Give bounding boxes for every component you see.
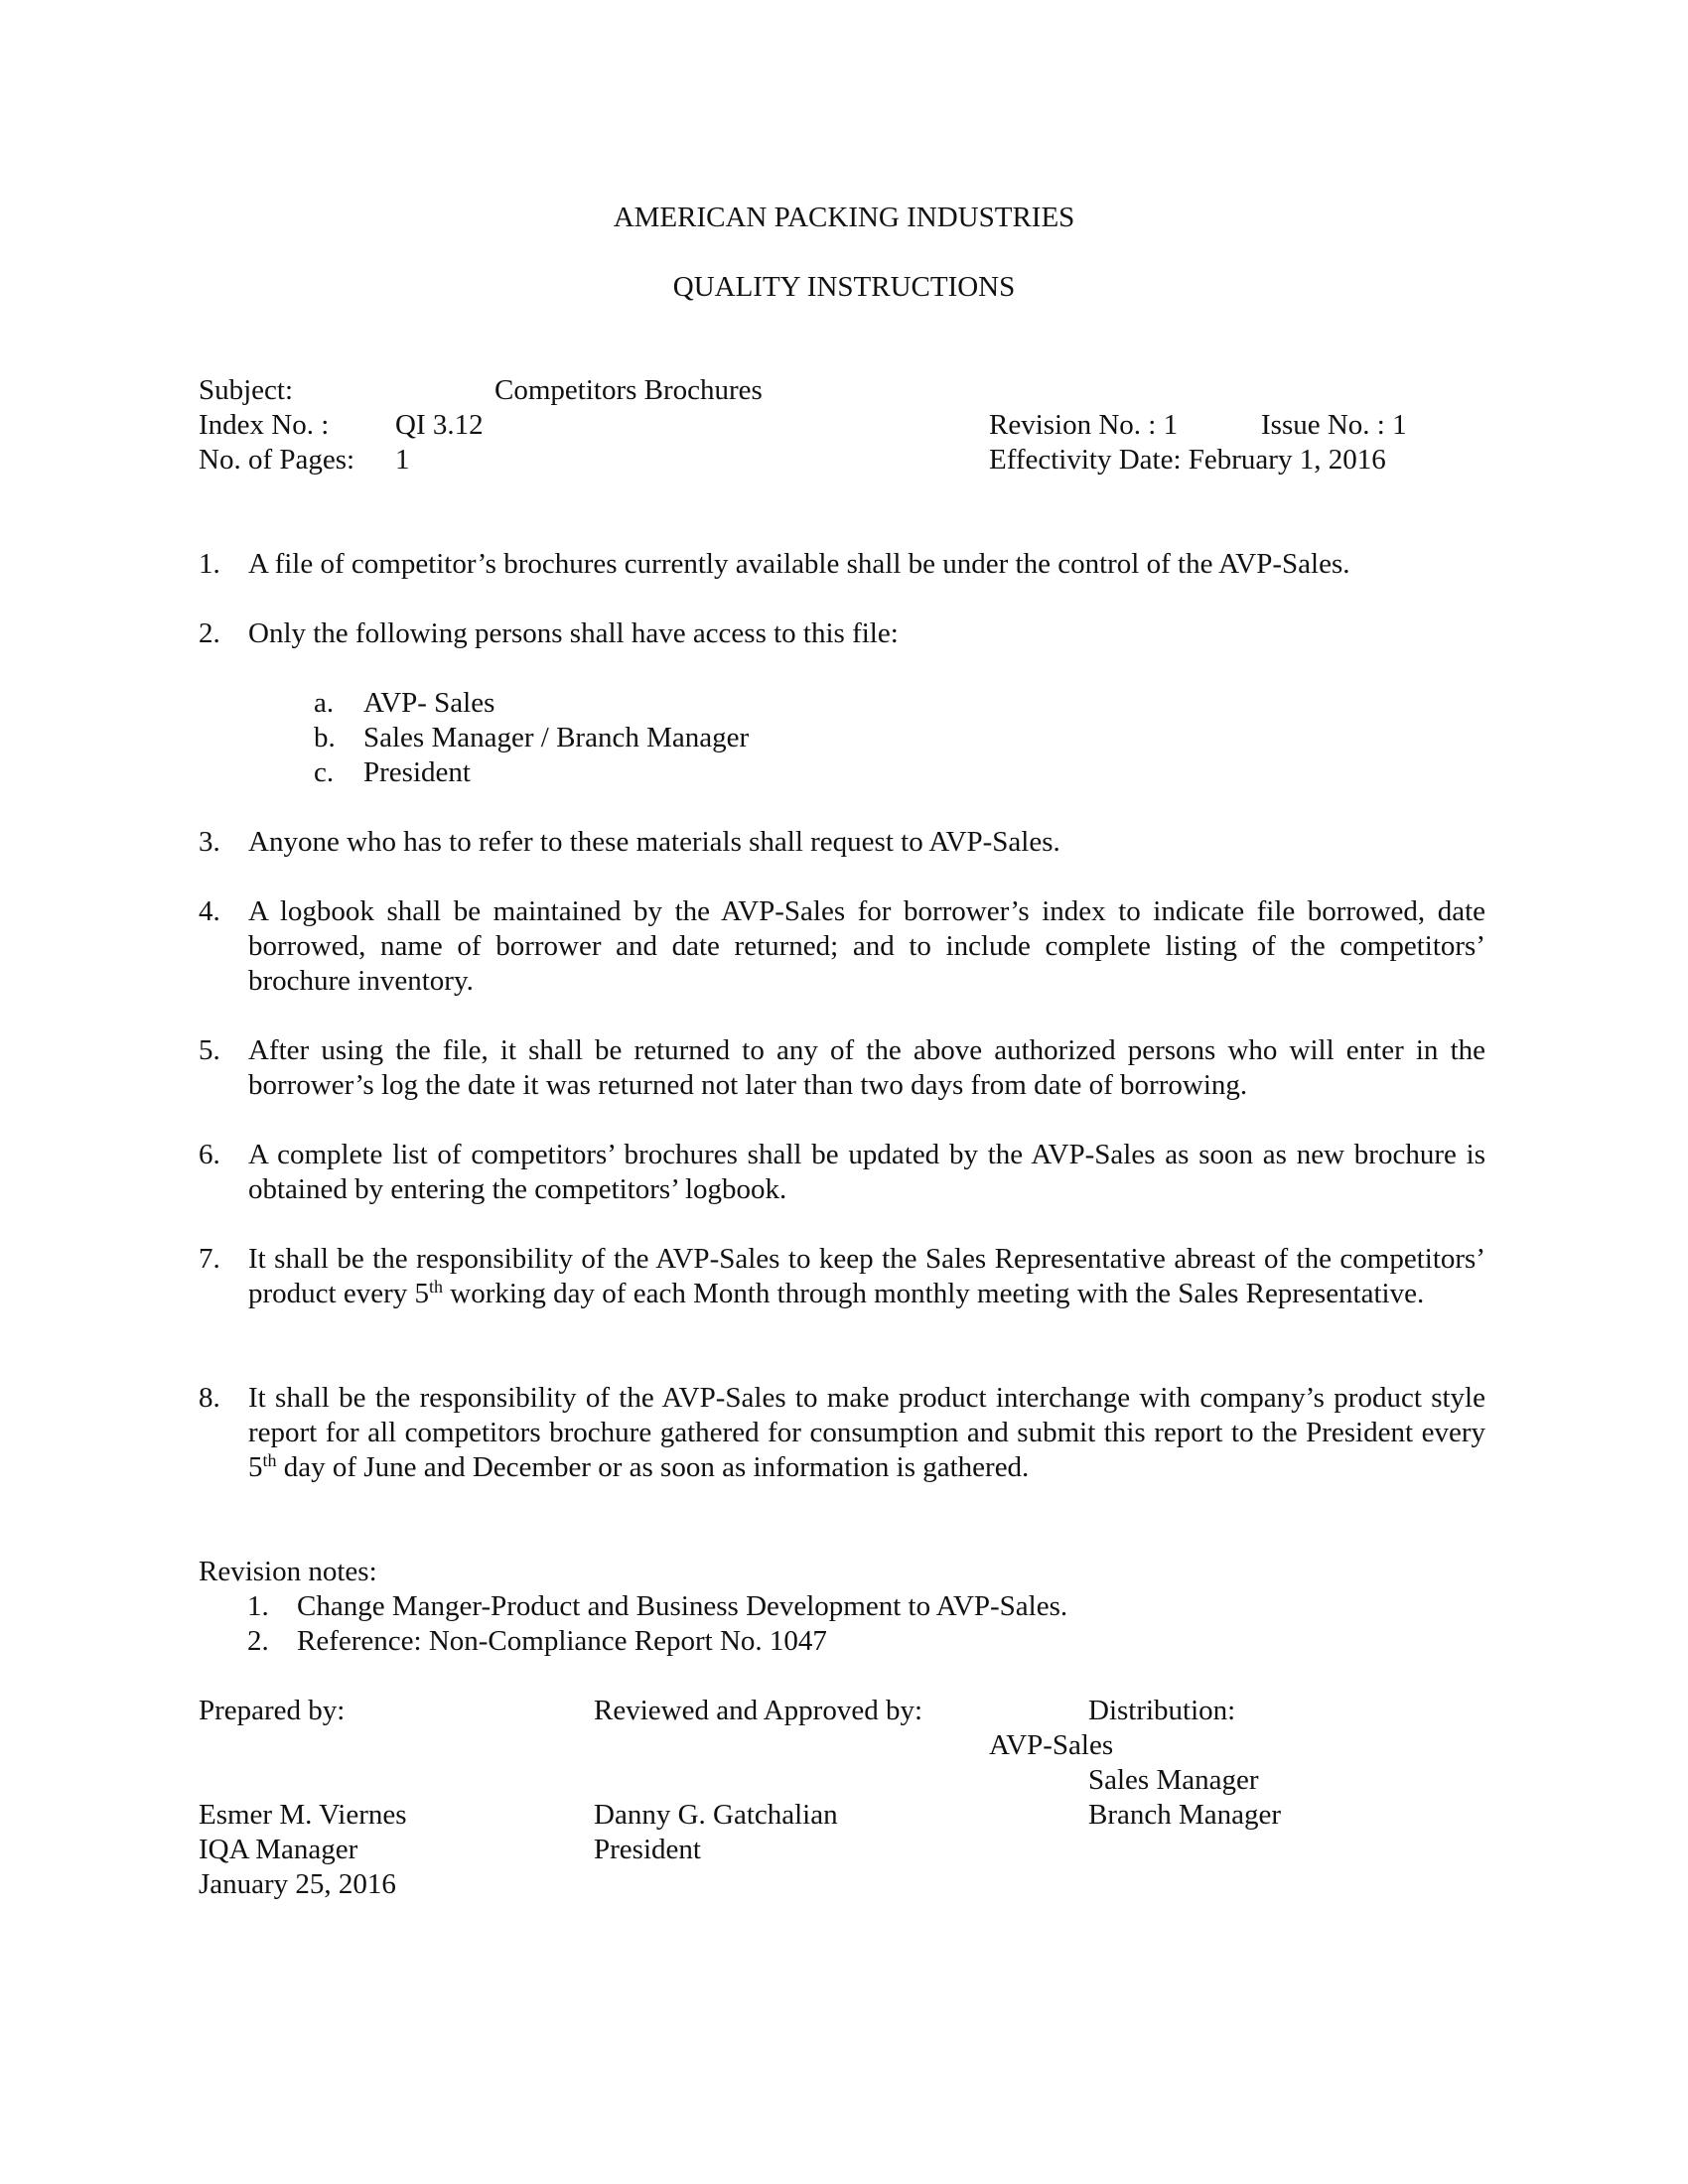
index-value: QI 3.12	[395, 409, 484, 441]
instruction-item-7	[199, 1242, 1485, 1311]
revision-note-text: Reference: Non-Compliance Report No. 1047	[297, 1625, 827, 1657]
revision-note-text: Change Manger-Product and Business Development to AVP-Sales.	[297, 1590, 1068, 1622]
effectivity-date: Effectivity Date: February 1, 2016	[989, 444, 1386, 476]
revision-notes-title: Revision notes:	[199, 1556, 377, 1587]
distribution-item: Branch Manager	[1088, 1799, 1282, 1831]
item-number: 6.	[199, 1139, 220, 1170]
sub-item-text: Sales Manager / Branch Manager	[363, 722, 750, 753]
sub-item-letter: b.	[314, 722, 336, 753]
item-text: A file of competitor’s brochures currently available shall be under the control of the AVP-Sales.	[248, 548, 1350, 580]
sub-item-letter: c.	[314, 756, 335, 788]
preparer-name: Esmer M. Viernes	[199, 1799, 407, 1831]
item-text	[248, 1242, 1485, 1311]
instruction-item-6	[199, 1138, 1485, 1207]
item-text: After using the file, it shall be returned to any of the above authorized persons who will enter in the borrower’s log the date it was returned not later than two days from date of borrowing.	[248, 1034, 1485, 1101]
item-number: 7.	[199, 1243, 220, 1275]
ordinal-suffix: th	[429, 1277, 444, 1297]
revision-note-number: 2.	[247, 1625, 269, 1657]
preparer-title: IQA Manager	[199, 1834, 358, 1865]
instruction-item-5	[199, 1033, 1485, 1103]
access-list-item	[314, 755, 471, 790]
item-number: 3.	[199, 826, 220, 858]
document-type: QUALITY INSTRUCTIONS	[672, 271, 1016, 303]
subject-value: Competitors Brochures	[494, 374, 763, 406]
instruction-item-1	[199, 547, 1485, 582]
item-text-part: It shall be the responsibility of the AVP-Sales to keep the Sales Representative abreast of the competitors’ product every 5	[248, 1243, 1485, 1309]
instruction-item-4	[199, 894, 1485, 999]
sub-item-text: AVP- Sales	[363, 687, 495, 719]
access-list-item	[314, 721, 749, 755]
instruction-item-3	[199, 825, 1485, 860]
distribution-item: Sales Manager	[1088, 1764, 1259, 1796]
issue-number: Issue No. : 1	[1261, 409, 1407, 441]
item-text: Anyone who has to refer to these materials shall request to AVP-Sales.	[248, 826, 1060, 858]
item-text: A complete list of competitors’ brochures shall be updated by the AVP-Sales as soon as new brochure is obtained by entering the competitors’ logbook.	[248, 1139, 1485, 1205]
prepared-date: January 25, 2016	[199, 1868, 396, 1900]
company-name: AMERICAN PACKING INDUSTRIES	[613, 202, 1075, 233]
item-text-part: day of June and December or as soon as information is gathered.	[276, 1451, 1030, 1483]
approver-title: President	[594, 1834, 701, 1865]
distribution-item: AVP-Sales	[989, 1729, 1114, 1761]
access-list-item	[314, 686, 494, 721]
item-number: 1.	[199, 548, 220, 580]
item-text	[248, 1381, 1485, 1485]
revision-note-number: 1.	[247, 1590, 269, 1622]
pages-label: No. of Pages:	[199, 444, 355, 476]
distribution-label: Distribution:	[1088, 1695, 1236, 1726]
revision-note	[247, 1624, 827, 1659]
prepared-by-label: Prepared by:	[199, 1695, 346, 1726]
approver-name: Danny G. Gatchalian	[594, 1799, 838, 1831]
index-label: Index No. :	[199, 409, 330, 441]
item-text: A logbook shall be maintained by the AVP-Sales for borrower’s index to indicate file borrowed, date borrowed, name of borrower and date returned; and to include complete listing of the competitors’ brochure inventory.	[248, 895, 1485, 997]
item-number: 8.	[199, 1382, 220, 1414]
instruction-item-8	[199, 1381, 1485, 1485]
revision-note	[247, 1589, 1067, 1624]
instruction-item-2	[199, 616, 1485, 651]
item-number: 5.	[199, 1034, 220, 1066]
ordinal-suffix: th	[262, 1450, 277, 1470]
subject-label: Subject:	[199, 374, 294, 406]
item-number: 2.	[199, 617, 220, 649]
sub-item-letter: a.	[314, 687, 335, 719]
item-text-part: It shall be the responsibility of the AVP-Sales to make product interchange with company’s product style report for all competitors brochure gathered for consumption and submit this report to the President every 5	[248, 1382, 1485, 1483]
pages-value: 1	[395, 444, 410, 476]
revision-number: Revision No. : 1	[989, 409, 1179, 441]
item-number: 4.	[199, 895, 220, 927]
reviewed-by-label: Reviewed and Approved by:	[594, 1695, 923, 1726]
item-text: Only the following persons shall have access to this file:	[248, 617, 899, 649]
item-text-part: working day of each Month through monthly meeting with the Sales Representative.	[443, 1278, 1425, 1309]
sub-item-text: President	[363, 756, 471, 788]
